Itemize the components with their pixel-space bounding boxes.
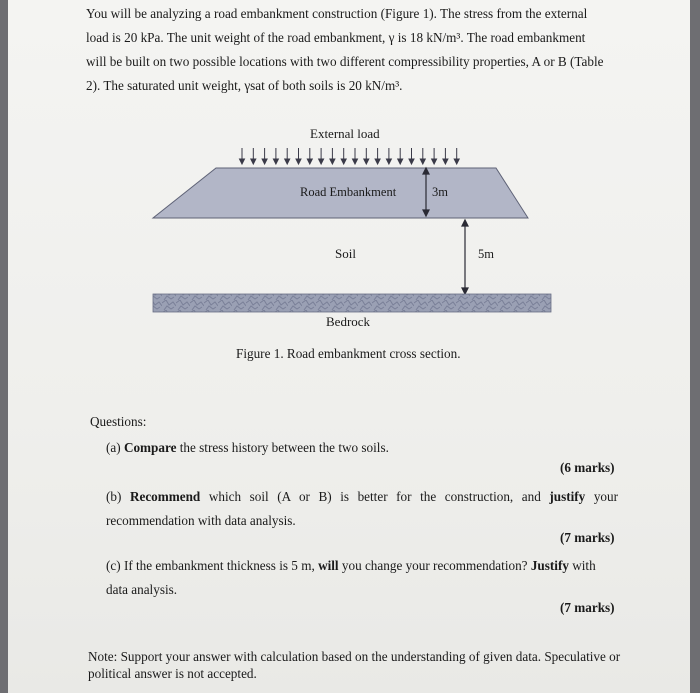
load-arrow-head [353, 159, 358, 164]
load-arrow-head [341, 159, 346, 164]
load-arrow-head [432, 159, 437, 164]
question-c-keyword: will [318, 558, 339, 573]
load-arrow-head [319, 159, 324, 164]
question-c-label: (c) [106, 558, 121, 573]
question-a-label: (a) [106, 440, 121, 455]
load-arrow-head [420, 159, 425, 164]
question-c-marks: (7 marks) [560, 600, 615, 615]
note-text: Note: Support your answer with calculation based on the understanding of given data. Speculative or political answer is not accepted. [88, 649, 621, 681]
soil-thickness-label: 5m [478, 247, 494, 261]
question-a-text: the stress history between the two soils. [176, 440, 389, 455]
load-arrow-head [364, 159, 369, 164]
load-arrow-head [454, 159, 459, 164]
intro-line-4: 2). The saturated unit weight, γsat of both soils is 20 kN/m³. [86, 78, 403, 93]
question-b-label: (b) [106, 489, 122, 504]
load-arrow-head [240, 159, 245, 164]
load-arrow-head [386, 159, 391, 164]
embankment-thickness-label: 3m [432, 185, 448, 199]
question-b [106, 485, 618, 533]
load-arrow-head [273, 159, 278, 164]
question-c-keyword-2: Justify [530, 558, 569, 573]
question-b-text-2: your recommendation with data analysis. [106, 489, 618, 528]
road-embankment-label: Road Embankment [300, 185, 397, 199]
intro-line-2: load is 20 kPa. The unit weight of the road embankment, γ is 18 kN/m³. The road embankment [86, 30, 586, 45]
question-a [106, 436, 636, 460]
load-arrow-head [296, 159, 301, 164]
question-b-text: which soil (A or B) is better for the construction, and [200, 489, 550, 504]
load-arrow-head [285, 159, 290, 164]
question-a-keyword: Compare [123, 440, 177, 455]
figure-caption: Figure 1. Road embankment cross section. [236, 346, 461, 361]
question-b-marks: (7 marks) [560, 530, 615, 545]
load-arrow-head [262, 159, 267, 164]
question-c [106, 554, 618, 602]
question-b-keyword-2: justify [549, 489, 586, 504]
intro-line-3: will be built on two possible locations with two different compressibility properties, A or B (Table [86, 54, 604, 69]
load-arrow-head [307, 159, 312, 164]
load-arrow-head [443, 159, 448, 164]
question-c-text-3: with data analysis. [106, 558, 596, 597]
soil-thickness-arrow [462, 220, 468, 294]
load-arrow-head [398, 159, 403, 164]
questions-heading: Questions: [90, 414, 147, 429]
soil-label: Soil [335, 246, 356, 261]
load-arrow-head [375, 159, 380, 164]
question-b-keyword: Recommend [129, 489, 201, 504]
question-a-marks: (6 marks) [560, 460, 615, 475]
load-arrows [240, 148, 460, 164]
bedrock-label: Bedrock [326, 314, 371, 329]
load-arrow-head [409, 159, 414, 164]
load-arrow-head [251, 159, 256, 164]
intro-line-1: You will be analyzing a road embankment construction (Figure 1). The stress from the external [86, 6, 588, 21]
document-page [8, 0, 690, 693]
external-load-label: External load [310, 126, 380, 141]
bedrock-layer [153, 294, 551, 312]
question-c-text: If the embankment thickness is 5 m, [120, 558, 319, 573]
load-arrow-head [330, 159, 335, 164]
question-c-text-2: you change your recommendation? [338, 558, 531, 573]
